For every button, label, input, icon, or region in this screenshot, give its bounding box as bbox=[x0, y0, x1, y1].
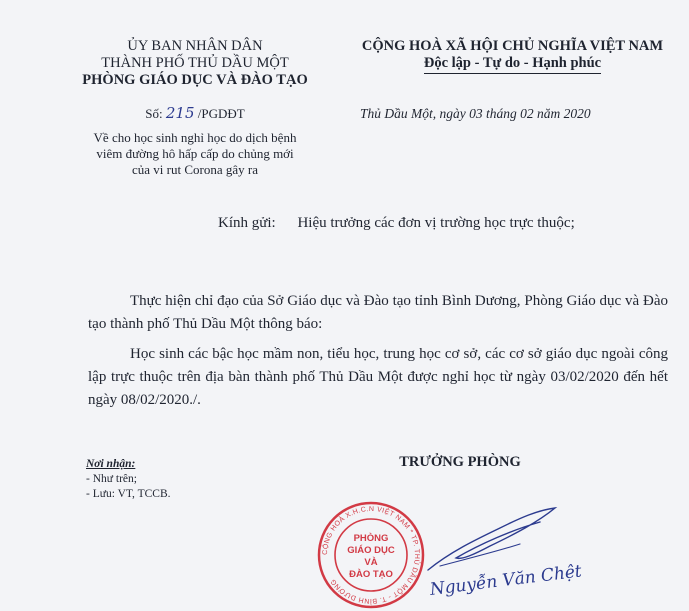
subject-line-1: Về cho học sinh nghỉ học do dịch bệnh bbox=[93, 130, 297, 145]
recipients-item: - Như trên; bbox=[86, 473, 137, 485]
signer-name: Nguyễn Văn Chệt bbox=[428, 561, 583, 600]
stamp-ring-text: CỘNG HOÀ X.H.C.N VIỆT NAM * TP. THỦ DẦU MỘT - T. BÌNH DƯƠNG bbox=[321, 505, 421, 605]
official-stamp bbox=[316, 500, 426, 610]
issuing-authority bbox=[60, 38, 330, 89]
addressee bbox=[218, 215, 575, 232]
addressee-value: Hiệu trưởng các đơn vị trường học trực thuộc; bbox=[297, 215, 575, 231]
authority-line-1: ỦY BAN NHÂN DÂN bbox=[127, 38, 263, 54]
doc-number-handwritten: 215 bbox=[165, 104, 195, 122]
stamp-center-line: VÀ bbox=[364, 557, 378, 568]
addressee-label: Kính gửi: bbox=[218, 215, 276, 231]
nation-motto: Độc lập - Tự do - Hạnh phúc bbox=[424, 55, 601, 74]
recipients-list bbox=[86, 457, 171, 502]
recipients-title: Nơi nhận: bbox=[86, 458, 136, 470]
place-and-date: Thủ Dầu Một, ngày 03 tháng 02 năm 2020 bbox=[360, 106, 591, 121]
authority-line-3: PHÒNG GIÁO DỤC VÀ ĐÀO TẠO bbox=[82, 72, 308, 88]
doc-number-prefix: Số: bbox=[145, 106, 163, 121]
stamp-center-line: GIÁO DỤC bbox=[347, 545, 395, 556]
body-paragraph-2: Học sinh các bậc học mầm non, tiểu học, trung học cơ sở, các cơ sở giáo dục ngoài công lập trực thuộc trên địa bàn thành phố Thủ Dầu Một được nghỉ học từ ngày 03/02/2020 đến hết ngày 08/02/2020./. bbox=[88, 346, 668, 408]
stamp-center-line: ĐÀO TẠO bbox=[349, 569, 393, 580]
doc-number-suffix: /PGDĐT bbox=[197, 106, 245, 121]
subject-line-2: viêm đường hô hấp cấp do chủng mới bbox=[96, 146, 294, 161]
document-number bbox=[60, 104, 330, 122]
body-paragraph-1: Thực hiện chỉ đạo của Sở Giáo dục và Đào tạo tỉnh Bình Dương, Phòng Giáo dục và Đào tạo thành phố Thủ Dầu Một thông báo: bbox=[88, 293, 668, 332]
stamp-center-line: PHÒNG bbox=[353, 533, 389, 544]
authority-line-2: THÀNH PHỐ THỦ DẦU MỘT bbox=[101, 55, 289, 71]
national-header bbox=[340, 38, 685, 74]
document-subject bbox=[60, 130, 330, 178]
signer-title: TRƯỞNG PHÒNG bbox=[399, 454, 521, 470]
recipients-item: - Lưu: VT, TCCB. bbox=[86, 488, 171, 500]
subject-line-3: của vi rut Corona gây ra bbox=[132, 162, 258, 177]
nation-title: CỘNG HOÀ XÃ HỘI CHỦ NGHĨA VIỆT NAM bbox=[361, 38, 664, 54]
